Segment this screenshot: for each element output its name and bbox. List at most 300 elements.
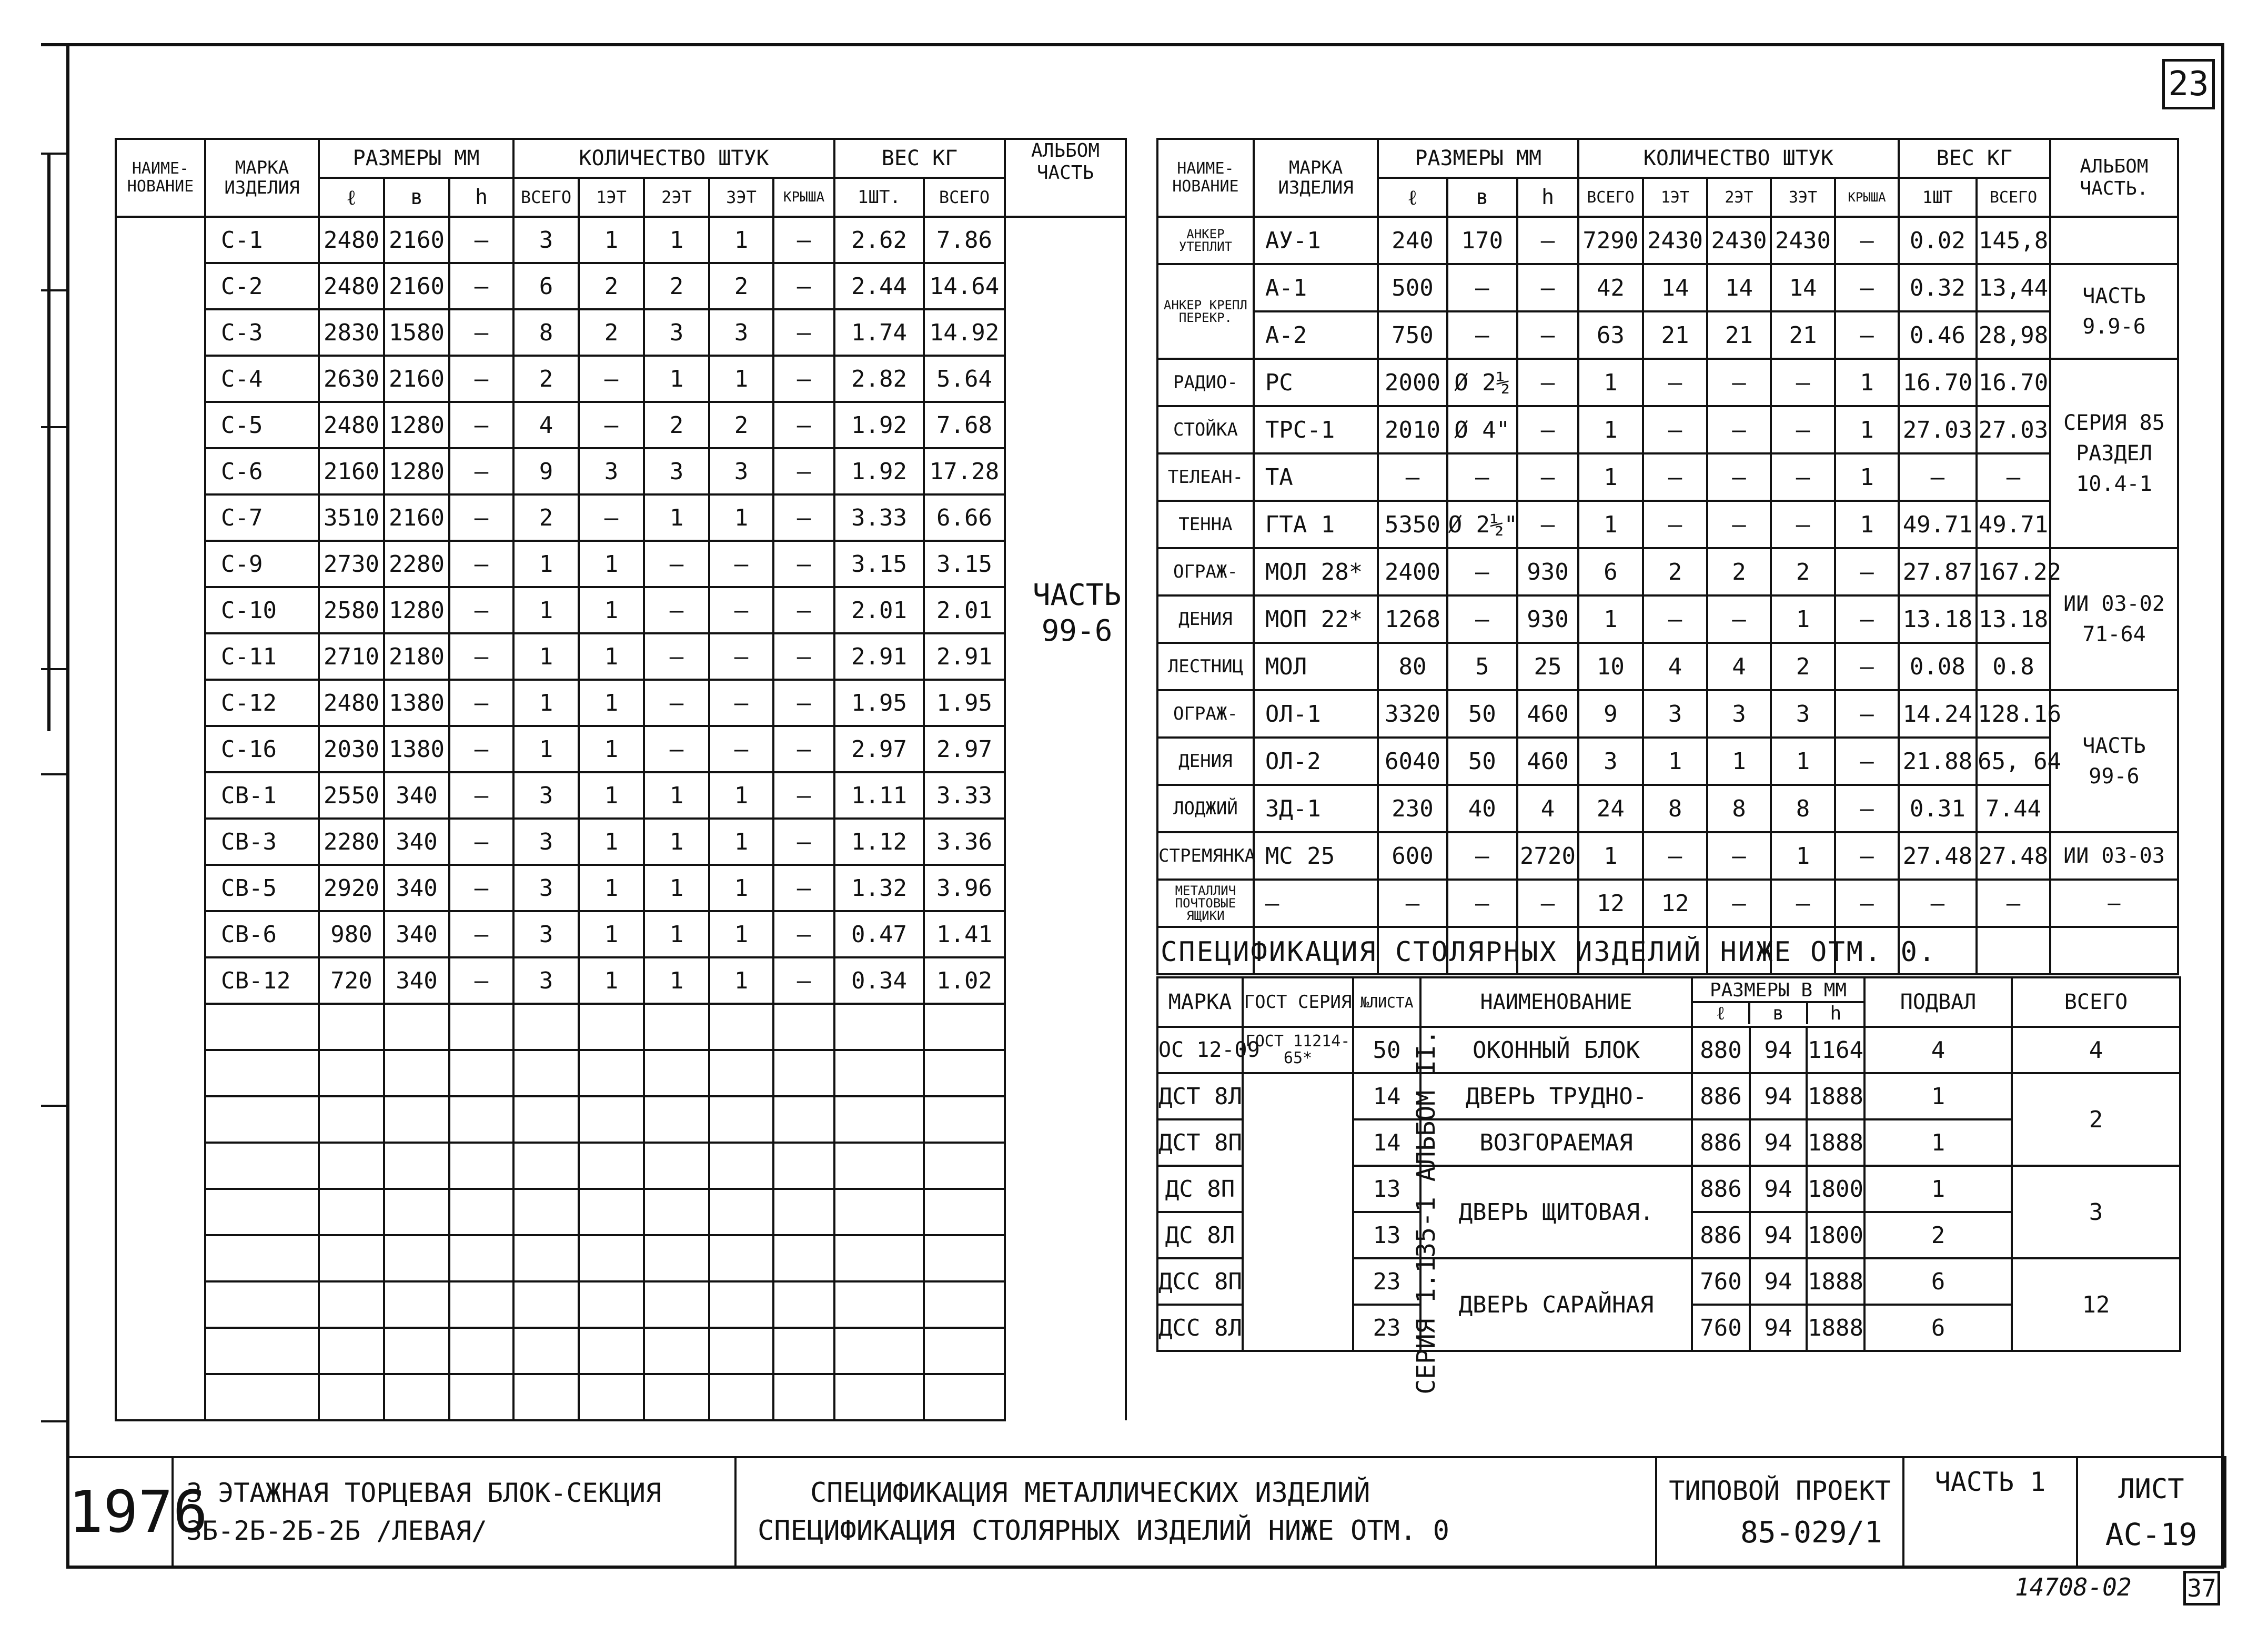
- wt-cell: [1977, 927, 2050, 974]
- table-row: [116, 1189, 1126, 1235]
- b-cell: 2180: [384, 633, 449, 680]
- roof-cell: —: [773, 865, 834, 911]
- f1-cell: —: [579, 494, 644, 541]
- b-cell: [384, 1096, 449, 1143]
- table-row: [116, 541, 1126, 587]
- w1-cell: [834, 1189, 924, 1235]
- w1-cell: 0.34: [834, 957, 924, 1004]
- f2-cell: 2: [644, 263, 709, 309]
- group-name: ДЕНИЯ: [1178, 751, 1233, 772]
- mark-cell: СВ-6: [205, 911, 319, 957]
- col-floor1-header: 1ЭТ: [579, 178, 644, 217]
- h-cell: —: [449, 356, 513, 402]
- f3-cell: —: [709, 587, 773, 633]
- album-cell: [1005, 1143, 1126, 1189]
- h-cell: 1800: [1807, 1212, 1864, 1258]
- album-cell: [2050, 548, 2178, 690]
- sheet-code: АС-19: [2105, 1517, 2198, 1552]
- h-cell: [449, 1281, 513, 1328]
- w1-cell: 1.95: [834, 680, 924, 726]
- mark-cell: —: [1254, 880, 1378, 927]
- col-weight-header: ВЕС КГ: [834, 139, 1005, 178]
- binding-strip: [47, 153, 51, 731]
- mark-cell: СВ-3: [205, 819, 319, 865]
- h-cell: —: [449, 819, 513, 865]
- col-sizes-header: РАЗМЕРЫ ММ: [319, 139, 513, 178]
- mark-cell: МОП 22*: [1254, 595, 1378, 643]
- table-row: [116, 1374, 1126, 1420]
- mark-cell: А-1: [1254, 264, 1378, 311]
- album-cell: [1005, 772, 1126, 819]
- mark-cell: ОЛ-1: [1254, 690, 1378, 738]
- b-cell: —: [1447, 453, 1517, 501]
- table-row: [1157, 880, 2178, 927]
- l-cell: 2400: [1378, 548, 1447, 595]
- f2-cell: 1: [644, 494, 709, 541]
- h-cell: —: [1517, 880, 1578, 927]
- wt-cell: 28,98: [1977, 311, 2050, 359]
- col-floor1-header: 1ЭТ: [1643, 178, 1708, 217]
- f2-cell: [644, 1374, 709, 1420]
- h-cell: —: [449, 772, 513, 819]
- w1-cell: 14.24: [1899, 690, 1977, 738]
- f3-cell: —: [1771, 453, 1836, 501]
- f1-cell: [579, 1096, 644, 1143]
- f3-cell: 3: [709, 448, 773, 494]
- mark-cell: СВ-1: [205, 772, 319, 819]
- l-cell: 2830: [319, 309, 384, 356]
- wt-cell: [924, 1374, 1005, 1420]
- sheet-cell: 14: [1353, 1119, 1420, 1166]
- f2-cell: —: [1707, 359, 1770, 406]
- l-cell: —: [1378, 453, 1447, 501]
- total-cell: 6: [513, 263, 579, 309]
- b-cell: 2160: [384, 356, 449, 402]
- f2-cell: 3: [644, 448, 709, 494]
- col-total-header: ВСЕГО: [2012, 977, 2180, 1027]
- f3-cell: [709, 1004, 773, 1050]
- col-basement-header: ПОДВАЛ: [1864, 977, 2012, 1027]
- f3-cell: 2: [709, 263, 773, 309]
- h-cell: —: [449, 494, 513, 541]
- b-cell: 1280: [384, 402, 449, 448]
- f2-cell: 8: [1707, 785, 1770, 832]
- w1-cell: 3.33: [834, 494, 924, 541]
- group-name-cell: [1157, 595, 1254, 643]
- col-mark-header: МАРКА ИЗДЕЛИЯ: [205, 139, 319, 217]
- name-cell: ДВЕРЬ ЩИТОВАЯ.: [1420, 1166, 1692, 1258]
- b-cell: [384, 1143, 449, 1189]
- total-cell: 1: [1578, 453, 1643, 501]
- album-text: 99-6: [2089, 764, 2140, 789]
- wt-cell: 13,44: [1977, 264, 2050, 311]
- total-cell: 3: [513, 865, 579, 911]
- table-row: [116, 1328, 1126, 1374]
- f1-cell: —: [1643, 359, 1708, 406]
- h-cell: [449, 1328, 513, 1374]
- b-cell: [384, 1374, 449, 1420]
- doc-line1: СПЕЦИФИКАЦИЯ МЕТАЛЛИЧЕСКИХ ИЗДЕЛИЙ: [810, 1477, 1370, 1509]
- b-cell: —: [1447, 832, 1517, 880]
- mark-cell: МС 25: [1254, 832, 1378, 880]
- wt-cell: 2.97: [924, 726, 1005, 772]
- f2-cell: —: [1707, 880, 1770, 927]
- f2-cell: —: [1707, 501, 1770, 548]
- h-cell: —: [1517, 217, 1578, 264]
- wt-cell: [924, 1328, 1005, 1374]
- wt-cell: 14.64: [924, 263, 1005, 309]
- album-cell: [2050, 880, 2178, 927]
- b-cell: 2160: [384, 494, 449, 541]
- table-row: [116, 402, 1126, 448]
- object-cell: [173, 1457, 735, 1567]
- total-cell: 2: [513, 494, 579, 541]
- total-cell: 1: [513, 726, 579, 772]
- f1-cell: 14: [1643, 264, 1708, 311]
- wt-cell: 7.68: [924, 402, 1005, 448]
- joinery-title: СПЕЦИФИКАЦИЯ СТОЛЯРНЫХ ИЗДЕЛИЙ НИЖЕ ОТМ. 0.: [1161, 936, 1937, 968]
- album-cell: [1005, 726, 1126, 772]
- metal-items-table-right: [1156, 138, 2179, 975]
- album-cell: [1005, 911, 1126, 957]
- sheet-cell: 13: [1353, 1166, 1420, 1212]
- roof-cell: [773, 1235, 834, 1281]
- project-cell: [1656, 1457, 1903, 1567]
- b-cell: Ø 2½: [1447, 359, 1517, 406]
- f2-cell: 1: [644, 957, 709, 1004]
- f2-cell: —: [644, 541, 709, 587]
- f1-cell: [579, 1004, 644, 1050]
- roof-cell: 1: [1835, 359, 1898, 406]
- l-cell: 2920: [319, 865, 384, 911]
- total-cell: [513, 1328, 579, 1374]
- table-row: [116, 263, 1126, 309]
- col-gost-header: ГОСТ СЕРИЯ: [1243, 977, 1353, 1027]
- album-cell: [1005, 1235, 1126, 1281]
- roof-cell: —: [1835, 832, 1898, 880]
- group-name-cell: [1157, 643, 1254, 690]
- col-b-header: в: [384, 178, 449, 217]
- w1-cell: 1.92: [834, 402, 924, 448]
- b-cell: 5: [1447, 643, 1517, 690]
- mark-cell: СВ-12: [205, 957, 319, 1004]
- sheet-cell: 13: [1353, 1212, 1420, 1258]
- h-cell: 930: [1517, 595, 1578, 643]
- f2-cell: —: [644, 726, 709, 772]
- f2-cell: [644, 1143, 709, 1189]
- table-row: [116, 1096, 1126, 1143]
- col-name-header: НАИМЕ-НОВАНИЕ: [116, 139, 205, 217]
- b-cell: 340: [384, 865, 449, 911]
- group-name: СТОЙКА: [1173, 419, 1238, 440]
- col-wt-header: ВСЕГО: [924, 178, 1005, 217]
- table-row: [1157, 453, 2178, 501]
- h-cell: —: [1517, 406, 1578, 453]
- f3-cell: 1: [709, 819, 773, 865]
- f2-cell: 4: [1707, 643, 1770, 690]
- wt-cell: [924, 1004, 1005, 1050]
- group-name-cell: [1157, 359, 1254, 406]
- roof-cell: —: [1835, 264, 1898, 311]
- f2-cell: [644, 1189, 709, 1235]
- mark-cell: [205, 1189, 319, 1235]
- f3-cell: 1: [1771, 595, 1836, 643]
- wt-cell: 2.01: [924, 587, 1005, 633]
- basement-cell: 2: [1864, 1212, 2012, 1258]
- h-cell: [449, 1235, 513, 1281]
- f3-cell: 1: [709, 911, 773, 957]
- table-row: [1157, 501, 2178, 548]
- total-cell: 3: [2012, 1166, 2180, 1258]
- object-line2: 3Б-2Б-2Б-2Б /ЛЕВАЯ/: [186, 1516, 487, 1546]
- total-cell: [513, 1235, 579, 1281]
- mark-cell: [205, 1374, 319, 1420]
- h-cell: —: [1517, 311, 1578, 359]
- f3-cell: [709, 1050, 773, 1096]
- album-cell: [2050, 217, 2178, 264]
- group-name: СТРЕМЯНКА: [1158, 845, 1256, 866]
- h-cell: 4: [1517, 785, 1578, 832]
- f1-cell: 1: [579, 587, 644, 633]
- b-cell: 1280: [384, 587, 449, 633]
- w1-cell: [834, 1281, 924, 1328]
- f3-cell: 1: [709, 772, 773, 819]
- f3-cell: 2430: [1771, 217, 1836, 264]
- roof-cell: —: [1835, 548, 1898, 595]
- wt-cell: 16.70: [1977, 359, 2050, 406]
- f3-cell: 1: [709, 494, 773, 541]
- album-cell: [1005, 819, 1126, 865]
- f3-cell: —: [709, 680, 773, 726]
- w1-cell: [834, 1143, 924, 1189]
- total-cell: 12: [2012, 1258, 2180, 1351]
- album-cell: [1005, 448, 1126, 494]
- f2-cell: —: [644, 587, 709, 633]
- frame-left-line: [66, 43, 69, 1569]
- f2-cell: 1: [644, 911, 709, 957]
- table-row: [116, 1281, 1126, 1328]
- b-cell: 94: [1750, 1073, 1807, 1119]
- table-row: [116, 1004, 1126, 1050]
- wt-cell: 3.33: [924, 772, 1005, 819]
- f3-cell: 21: [1771, 311, 1836, 359]
- f2-cell: 1: [644, 865, 709, 911]
- f1-cell: 2430: [1643, 217, 1708, 264]
- b-cell: 340: [384, 911, 449, 957]
- b-cell: 1380: [384, 680, 449, 726]
- w1-cell: 2.91: [834, 633, 924, 680]
- mark-cell: РС: [1254, 359, 1378, 406]
- roof-cell: 1: [1835, 501, 1898, 548]
- col-qty-header: КОЛИЧЕСТВО ШТУК: [513, 139, 834, 178]
- mark-cell: [205, 1096, 319, 1143]
- col-total-header: ВСЕГО: [1578, 178, 1643, 217]
- h-cell: —: [449, 865, 513, 911]
- group-name-cell: [1157, 406, 1254, 453]
- l-cell: 240: [1378, 217, 1447, 264]
- h-cell: 460: [1517, 690, 1578, 738]
- group-name-cell: [1157, 785, 1254, 832]
- f3-cell: —: [1771, 359, 1836, 406]
- table-row: [1157, 785, 2178, 832]
- h-cell: 1800: [1807, 1166, 1864, 1212]
- group-name-cell: [1157, 264, 1254, 359]
- f2-cell: 2: [644, 402, 709, 448]
- l-cell: 980: [319, 911, 384, 957]
- album-text: СЕРИЯ 85: [2063, 411, 2165, 435]
- w1-cell: 1.12: [834, 819, 924, 865]
- f1-cell: [579, 1328, 644, 1374]
- wt-cell: [924, 1281, 1005, 1328]
- b-cell: 94: [1750, 1258, 1807, 1305]
- l-cell: 760: [1692, 1305, 1750, 1351]
- total-cell: [513, 1374, 579, 1420]
- mark-cell: МОЛ: [1254, 643, 1378, 690]
- l-cell: [319, 1050, 384, 1096]
- footer-page: 37: [2187, 1574, 2216, 1602]
- f1-cell: —: [579, 356, 644, 402]
- group-name: ОГРАЖ-: [1173, 703, 1238, 724]
- roof-cell: —: [1835, 690, 1898, 738]
- total-cell: 1: [1578, 501, 1643, 548]
- l-cell: [319, 1143, 384, 1189]
- part: ЧАСТЬ 1: [1934, 1467, 2046, 1497]
- margin-tick: [41, 153, 66, 155]
- table-row: [1157, 643, 2178, 690]
- b-cell: [384, 1235, 449, 1281]
- album-text: ИИ 03-03: [2063, 844, 2165, 868]
- year-cell: [67, 1457, 208, 1567]
- sizes-subheader: [1693, 1003, 1863, 1024]
- f2-cell: [644, 1235, 709, 1281]
- roof-cell: —: [773, 402, 834, 448]
- year: 1976: [68, 1478, 208, 1546]
- total-cell: 2: [513, 356, 579, 402]
- f3-cell: 3: [1771, 690, 1836, 738]
- doc-line2: СПЕЦИФИКАЦИЯ СТОЛЯРНЫХ ИЗДЕЛИЙ НИЖЕ ОТМ. 0: [758, 1515, 1449, 1547]
- mark-cell: ДС 8Л: [1157, 1212, 1243, 1258]
- w1-cell: 49.71: [1899, 501, 1977, 548]
- w1-cell: [834, 1004, 924, 1050]
- f1-cell: 1: [579, 726, 644, 772]
- album-text: 10.4-1: [2076, 472, 2152, 496]
- mark-cell: [205, 1281, 319, 1328]
- b-cell: 1580: [384, 309, 449, 356]
- wt-cell: —: [1977, 880, 2050, 927]
- f2-cell: —: [1707, 453, 1770, 501]
- sheet-label: ЛИСТ: [2118, 1473, 2184, 1505]
- roof-cell: 1: [1835, 453, 1898, 501]
- col-mark-header: МАРКА: [1157, 977, 1243, 1027]
- f1-cell: 1: [1643, 738, 1708, 785]
- sheet-cell: 23: [1353, 1305, 1420, 1351]
- l-cell: 886: [1692, 1166, 1750, 1212]
- w1-cell: 27.87: [1899, 548, 1977, 595]
- l-cell: 6040: [1378, 738, 1447, 785]
- wt-cell: 0.8: [1977, 643, 2050, 690]
- f3-cell: 3: [709, 309, 773, 356]
- w1-cell: 3.15: [834, 541, 924, 587]
- l-cell: 2480: [319, 680, 384, 726]
- f1-cell: 1: [579, 957, 644, 1004]
- f2-cell: —: [1707, 595, 1770, 643]
- f3-cell: 1: [709, 356, 773, 402]
- f3-cell: 2: [709, 402, 773, 448]
- roof-cell: —: [1835, 738, 1898, 785]
- f2-cell: 2430: [1707, 217, 1770, 264]
- roof-cell: —: [773, 541, 834, 587]
- b-cell: 50: [1447, 738, 1517, 785]
- roof-cell: —: [1835, 880, 1898, 927]
- group-name: ОГРАЖ-: [1173, 561, 1238, 582]
- f2-cell: 3: [644, 309, 709, 356]
- total-cell: [513, 1050, 579, 1096]
- wt-cell: 1.41: [924, 911, 1005, 957]
- mark-cell: [205, 1143, 319, 1189]
- album-cell: [1005, 402, 1126, 448]
- margin-tick: [41, 426, 66, 428]
- w1-cell: 1.11: [834, 772, 924, 819]
- total-cell: 3: [513, 957, 579, 1004]
- l-cell: [319, 1328, 384, 1374]
- w1-cell: 16.70: [1899, 359, 1977, 406]
- mark-cell: МОЛ 28*: [1254, 548, 1378, 595]
- total-cell: 63: [1578, 311, 1643, 359]
- col-name-header: НАИМЕНОВАНИЕ: [1420, 977, 1692, 1027]
- roof-cell: —: [773, 309, 834, 356]
- wt-cell: 2.91: [924, 633, 1005, 680]
- l-cell: 2580: [319, 587, 384, 633]
- w1-cell: [834, 1374, 924, 1420]
- mark-cell: С-5: [205, 402, 319, 448]
- col-floor3-header: 3ЭТ: [1771, 178, 1836, 217]
- group-name-cell: [1157, 690, 1254, 738]
- f2-cell: [644, 1050, 709, 1096]
- l-cell: 2730: [319, 541, 384, 587]
- wt-cell: 3.96: [924, 865, 1005, 911]
- col-l-header: ℓ: [319, 178, 384, 217]
- l-cell: 2010: [1378, 406, 1447, 453]
- total-cell: 3: [1578, 738, 1643, 785]
- wt-cell: 145,8: [1977, 217, 2050, 264]
- album-text: 9.9-6: [2082, 315, 2146, 339]
- f3-cell: —: [1771, 406, 1836, 453]
- roof-cell: —: [773, 772, 834, 819]
- mark-cell: С-12: [205, 680, 319, 726]
- f3-cell: [709, 1143, 773, 1189]
- col-floor2-header: 2ЭТ: [644, 178, 709, 217]
- h-cell: 460: [1517, 738, 1578, 785]
- total-cell: 1: [513, 541, 579, 587]
- f1-cell: [579, 1374, 644, 1420]
- h-cell: —: [449, 309, 513, 356]
- roof-cell: —: [773, 957, 834, 1004]
- f2-cell: [644, 1004, 709, 1050]
- table-row: [1157, 690, 2178, 738]
- col-w1-header: 1ШТ: [1899, 178, 1977, 217]
- l-cell: [319, 1004, 384, 1050]
- roof-cell: [773, 1189, 834, 1235]
- basement-cell: 4: [1864, 1027, 2012, 1073]
- b-cell: —: [1447, 595, 1517, 643]
- table-row: [1157, 738, 2178, 785]
- l-cell: 880: [1692, 1027, 1750, 1073]
- album-cell: [1005, 1189, 1126, 1235]
- l-cell: 600: [1378, 832, 1447, 880]
- h-cell: [449, 1189, 513, 1235]
- total-cell: [513, 1096, 579, 1143]
- l-cell: 500: [1378, 264, 1447, 311]
